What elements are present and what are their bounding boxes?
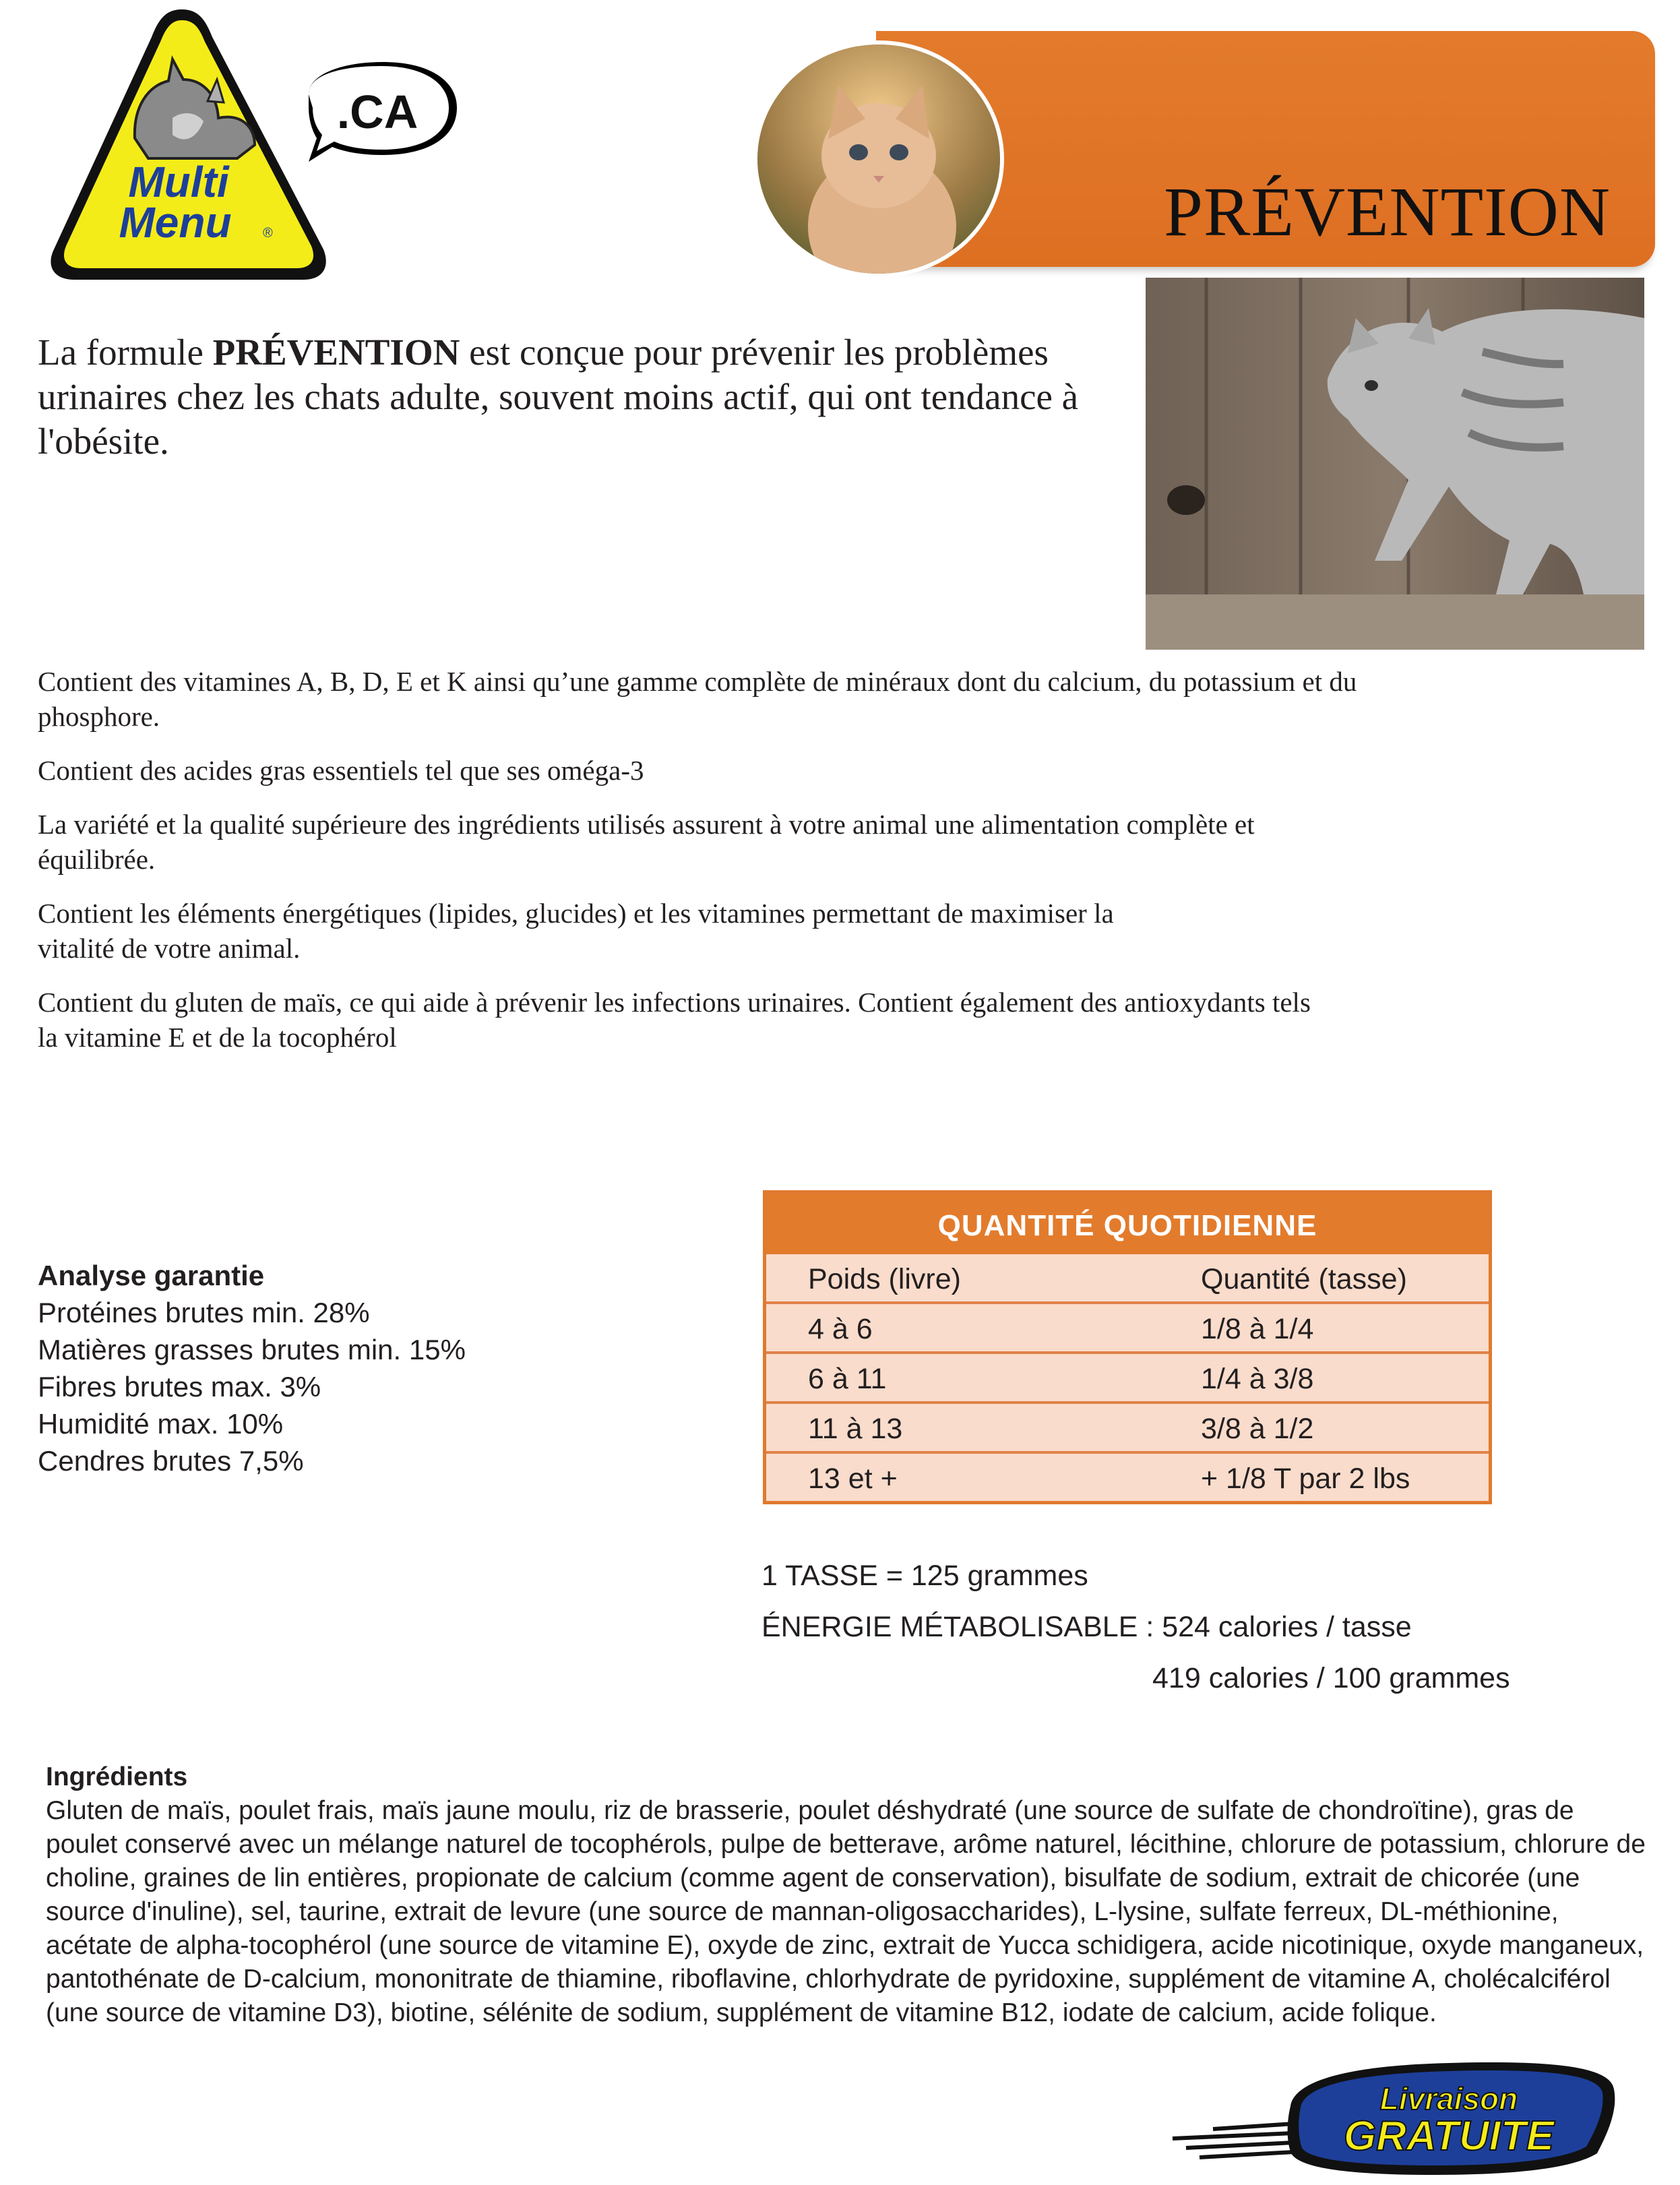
delivery-line2: GRATUITE bbox=[1343, 2113, 1555, 2159]
benefit-item: Contient des vitamines A, B, D, E et K ainsi qu’une gamme complète de minéraux dont du calcium, du potassium et du phosphore. bbox=[38, 666, 1357, 732]
delivery-line1: Livraison bbox=[1379, 2081, 1518, 2116]
logo-line2: Menu bbox=[119, 198, 232, 247]
ingredients-title: Ingrédients bbox=[46, 1762, 188, 1791]
ingredients bbox=[46, 1760, 1650, 2030]
multi-menu-logo bbox=[40, 0, 458, 297]
table-row bbox=[766, 1401, 1489, 1451]
table-title: QUANTITÉ QUOTIDIENNE bbox=[766, 1194, 1489, 1254]
logo-line1: Multi bbox=[128, 158, 229, 206]
analysis-title: Analyse garantie bbox=[38, 1260, 265, 1291]
energy-info bbox=[761, 1550, 1570, 1704]
quantity-cell: 3/8 à 1/2 bbox=[1201, 1413, 1314, 1445]
benefit-item: La variété et la qualité supérieure des ingrédients utilisés assurent à votre animal une alimentation complète et équilibrée. bbox=[38, 809, 1255, 875]
weight-cell: 11 à 13 bbox=[808, 1413, 903, 1445]
analysis-item: Protéines brutes min. 28% bbox=[38, 1297, 370, 1328]
speed-lines-icon bbox=[1173, 2124, 1294, 2157]
daily-quantity-table bbox=[763, 1190, 1492, 1504]
ingredients-text: Gluten de maïs, poulet frais, maïs jaune moulu, riz de brasserie, poulet déshydraté (une source de sulfate de chondroïtine), gras de poulet conservé avec un mélange naturel de tocophérols, pulpe de betterave, arôme naturel, lécithine, chlorure de potassium, chlorure de choline, graines de lin entières, propionate de calcium (comme agent de conservation), bisulfate de sodium, extrait de chicorée (une source d'inuline), sel, taurine, extrait de levure (une source de mannan-oligosaccharides), L-lysine, sulfate ferreux, DL-méthionine, acétate de alpha-tocophérol (une source de vitamine E), oxyde de zinc, extrait de Yucca schidigera, acide nicotinique, oxyde manganeux, pantothénate de D-calcium, mononitrate de thiamine, riboflavine, chlorhydrate de pyridoxine, supplément de vitamine A, cholécalciférol (une source de vitamine D3), biotine, sélénite de sodium, supplément de vitamine B12, iodate de calcium, acide folique. bbox=[46, 1796, 1646, 2027]
quantity-cell: 1/8 à 1/4 bbox=[1201, 1313, 1314, 1345]
table-row bbox=[766, 1301, 1489, 1351]
guaranteed-analysis bbox=[38, 1257, 644, 1479]
logo-domain: .CA bbox=[336, 86, 418, 138]
energy-per-cup: ÉNERGIE MÉTABOLISABLE : 524 calories / tasse bbox=[761, 1611, 1412, 1643]
table-row bbox=[766, 1351, 1489, 1401]
column-header: Quantité (tasse) bbox=[1201, 1263, 1407, 1295]
analysis-item: Cendres brutes 7,5% bbox=[38, 1445, 304, 1477]
benefits-list bbox=[38, 664, 1386, 1074]
intro-suffix: est conçue pour prévenir les problèmes urinaires chez les chats adulte, souvent moins actif, qui ont tendance à l'obésite. bbox=[38, 332, 1079, 462]
page-title: PRÉVENTION bbox=[1164, 173, 1611, 251]
weight-cell: 4 à 6 bbox=[808, 1313, 873, 1345]
analysis-item: Humidité max. 10% bbox=[38, 1408, 284, 1440]
kitten-photo bbox=[757, 44, 1000, 274]
benefit-item: Contient des acides gras essentiels tel que ses oméga-3 bbox=[38, 755, 644, 786]
quantity-cell: 1/4 à 3/8 bbox=[1201, 1363, 1314, 1395]
cat-photo bbox=[1146, 278, 1644, 650]
quantity-cell: + 1/8 T par 2 lbs bbox=[1201, 1463, 1410, 1495]
table-header-row bbox=[766, 1254, 1489, 1301]
benefit-item: Contient les éléments énergétiques (lipides, glucides) et les vitamines permettant de maximiser la vitalité de votre animal. bbox=[38, 898, 1114, 964]
weight-cell: 13 et + bbox=[808, 1463, 898, 1495]
analysis-item: Fibres brutes max. 3% bbox=[38, 1371, 321, 1403]
table-row bbox=[766, 1451, 1489, 1501]
logo-registered: ® bbox=[263, 226, 273, 241]
free-delivery-badge bbox=[1166, 2059, 1638, 2177]
analysis-item: Matières grasses brutes min. 15% bbox=[38, 1334, 466, 1365]
column-header: Poids (livre) bbox=[808, 1263, 961, 1295]
intro-text bbox=[38, 330, 1116, 464]
cup-weight: 1 TASSE = 125 grammes bbox=[761, 1560, 1088, 1592]
intro-bold: PRÉVENTION bbox=[212, 332, 460, 373]
benefit-item: Contient du gluten de maïs, ce qui aide à prévenir les infections urinaires. Contient également des antioxydants tels la vitamine E et de la tocophérol bbox=[38, 987, 1311, 1053]
energy-per-100g: 419 calories / 100 grammes bbox=[1152, 1662, 1510, 1694]
intro-prefix: La formule bbox=[38, 332, 213, 373]
weight-cell: 6 à 11 bbox=[808, 1363, 887, 1395]
